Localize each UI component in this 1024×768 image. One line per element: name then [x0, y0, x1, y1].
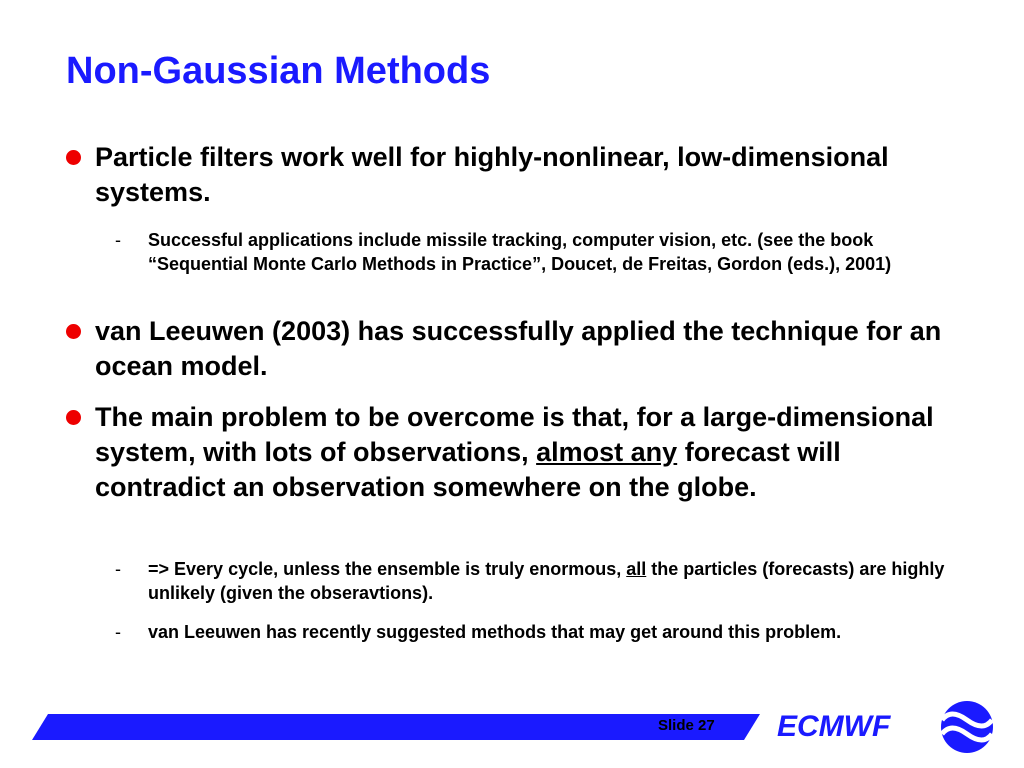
- bullet-dot-icon: [66, 324, 81, 339]
- ecmwf-wordmark: ECMWF: [777, 710, 891, 743]
- bullet-text-underlined: almost any: [536, 437, 678, 467]
- dash-marker: -: [115, 622, 121, 642]
- sub-bullet-text-after: the particles (forecasts) are highly unlikely (given the obseravtions).: [148, 559, 945, 603]
- sub-bullet-3-2: [115, 620, 948, 644]
- bullet-text: Particle filters work well for highly-nonlinear, low-dimensional systems.: [95, 142, 889, 207]
- sub-bullet-text: Successful applications include missile tracking, computer vision, etc. (see the book “Sequential Monte Carlo Methods in Practice”, Doucet, de Freitas, Gordon (eds.), 2001): [148, 230, 892, 274]
- ecmwf-logo-icon: [936, 700, 998, 754]
- sub-bullet-text-underlined: all: [626, 559, 647, 579]
- bullet-dot-icon: [66, 410, 81, 425]
- bullet-text-before: The main problem to be overcome is that, for a large-dimensional system, with lots of observations,: [95, 402, 934, 467]
- dash-marker: -: [115, 559, 121, 579]
- sub-bullet-text: van Leeuwen has recently suggested methods that may get around this problem.: [148, 622, 842, 642]
- sub-bullet-3-1: [115, 557, 948, 605]
- bullet-2: [95, 314, 955, 384]
- bullet-dot-icon: [66, 150, 81, 165]
- slide-number: Slide 27: [658, 717, 715, 734]
- sub-bullet-text-before: => Every cycle, unless the ensemble is truly enormous,: [148, 559, 622, 579]
- sub-bullet-1-1: [115, 228, 948, 276]
- bullet-3: [95, 400, 955, 505]
- bullet-text-after: forecast will contradict an observation somewhere on the globe.: [95, 437, 841, 502]
- bullet-text: van Leeuwen (2003) has successfully applied the technique for an ocean model.: [95, 316, 942, 381]
- slide-title: Non-Gaussian Methods: [66, 50, 491, 92]
- bullet-1: [95, 140, 955, 210]
- dash-marker: -: [115, 230, 121, 250]
- footer-stripe: [32, 714, 760, 740]
